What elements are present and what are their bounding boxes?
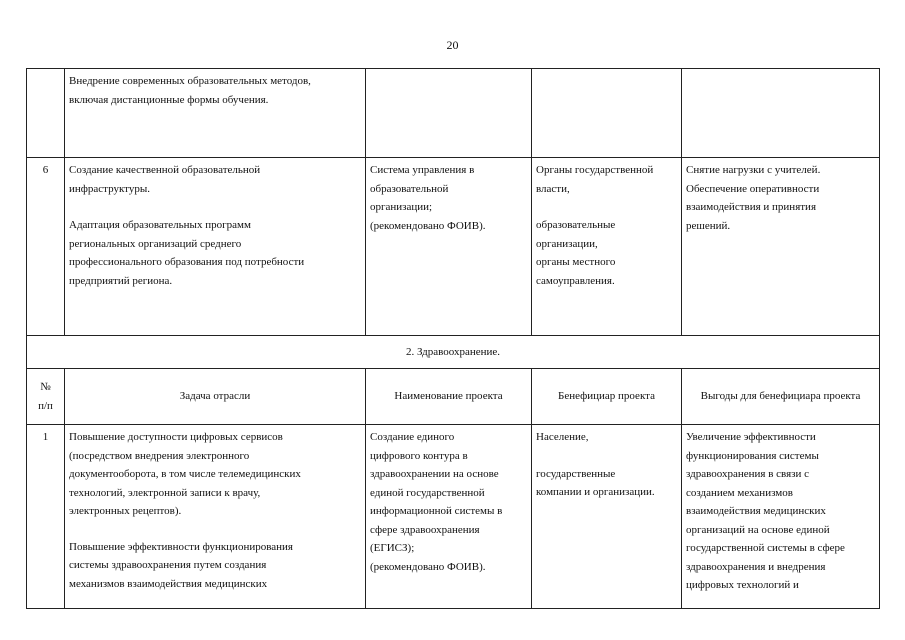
text-line: инфраструктуры.: [69, 182, 150, 195]
text-line: Органы государственной: [536, 164, 654, 176]
text-line: образовательные: [536, 219, 616, 231]
header-row: [27, 369, 880, 425]
text-line: государственные: [536, 467, 616, 480]
header-num-symbol: №: [40, 381, 51, 393]
text-line: здравоохранения в связи с: [686, 468, 810, 480]
text-line: власти,: [536, 182, 570, 195]
task-cell: [65, 69, 366, 158]
text-line: Адаптация образовательных программ: [69, 219, 251, 231]
text-line: (рекомендовано ФОИВ).: [370, 560, 486, 573]
text-line: решений.: [686, 219, 731, 232]
text-line: региональных организаций среднего: [69, 237, 242, 250]
text-line: единой государственной: [370, 486, 485, 499]
text-line: компании и организации.: [536, 486, 655, 498]
header-num: [27, 369, 65, 425]
table-row: [27, 425, 880, 609]
text-line: организации,: [536, 237, 598, 250]
header-benefit: Выгоды для бенефициара проекта: [682, 369, 880, 425]
section-row: [27, 336, 880, 369]
text-line: Обеспечение оперативности: [686, 182, 820, 195]
text-line: взаимодействия медицинских: [686, 505, 826, 517]
document-table: [26, 68, 880, 609]
text-line: Увеличение эффективности: [686, 431, 816, 443]
text-line: функционирования системы: [686, 449, 819, 462]
text-line: Внедрение современных образовательных методов,: [69, 75, 311, 87]
beneficiary-cell: [532, 425, 682, 609]
task-cell: [65, 425, 366, 609]
header-project: Наименование проекта: [366, 369, 532, 425]
text-line: Повышение эффективности функционирования: [69, 540, 293, 553]
text-line: государственной системы в сфере: [686, 542, 845, 554]
project-cell: [366, 158, 532, 336]
text-line: включая дистанционные формы обучения.: [69, 93, 269, 106]
num-cell: [27, 69, 65, 158]
text-line: системы здравоохранения путем создания: [69, 559, 267, 571]
num-cell: 6: [27, 158, 65, 336]
text-line: созданием механизмов: [686, 486, 793, 499]
text-line: образовательной: [370, 182, 449, 195]
text-line: Снятие нагрузки с учителей.: [686, 164, 821, 176]
header-num-label: п/п: [38, 399, 53, 412]
text-line: механизмов взаимодействия медицинских: [69, 577, 268, 590]
text-line: предприятий региона.: [69, 274, 173, 287]
table-row: [27, 158, 880, 336]
text-line: технологий, электронной записи к врачу,: [69, 486, 261, 499]
project-cell: [366, 69, 532, 158]
text-line: (посредством внедрения электронного: [69, 449, 250, 462]
beneficiary-cell: [532, 69, 682, 158]
header-task: Задача отрасли: [65, 369, 366, 425]
text-line: профессионального образования под потребности: [69, 256, 305, 268]
text-line: органы местного: [536, 256, 616, 268]
text-line: Повышение доступности цифровых сервисов: [69, 431, 283, 443]
text-line: здравоохранении на основе: [370, 468, 499, 480]
text-line: организаций на основе единой: [686, 523, 830, 536]
text-line: самоуправления.: [536, 274, 615, 287]
benefit-cell: [682, 69, 880, 158]
text-line: Система управления в: [370, 164, 475, 176]
page-number: 20: [446, 38, 459, 52]
benefit-cell: [682, 425, 880, 609]
beneficiary-cell: [532, 158, 682, 336]
project-cell: [366, 425, 532, 609]
benefit-cell: [682, 158, 880, 336]
text-line: информационной системы в: [370, 505, 503, 517]
task-cell: [65, 158, 366, 336]
text-line: Создание качественной образовательной: [69, 164, 261, 176]
text-line: здравоохранения и внедрения: [686, 560, 826, 573]
text-line: (рекомендовано ФОИВ).: [370, 219, 486, 232]
text-line: цифрового контура в: [370, 449, 468, 462]
section-title: 2. Здравоохранение.: [27, 336, 880, 369]
text-line: Создание единого: [370, 431, 455, 443]
text-line: (ЕГИСЗ);: [370, 542, 415, 554]
header-beneficiary: Бенефициар проекта: [532, 369, 682, 425]
text-line: сфере здравоохранения: [370, 523, 480, 536]
text-line: документооборота, в том числе телемедицинских: [69, 468, 301, 480]
text-line: организации;: [370, 201, 433, 213]
text-line: взаимодействия и принятия: [686, 201, 817, 213]
num-cell: 1: [27, 425, 65, 609]
table-row: [27, 69, 880, 158]
text-line: Население,: [536, 431, 589, 443]
text-line: электронных рецептов).: [69, 505, 182, 517]
text-line: цифровых технологий и: [686, 579, 799, 591]
